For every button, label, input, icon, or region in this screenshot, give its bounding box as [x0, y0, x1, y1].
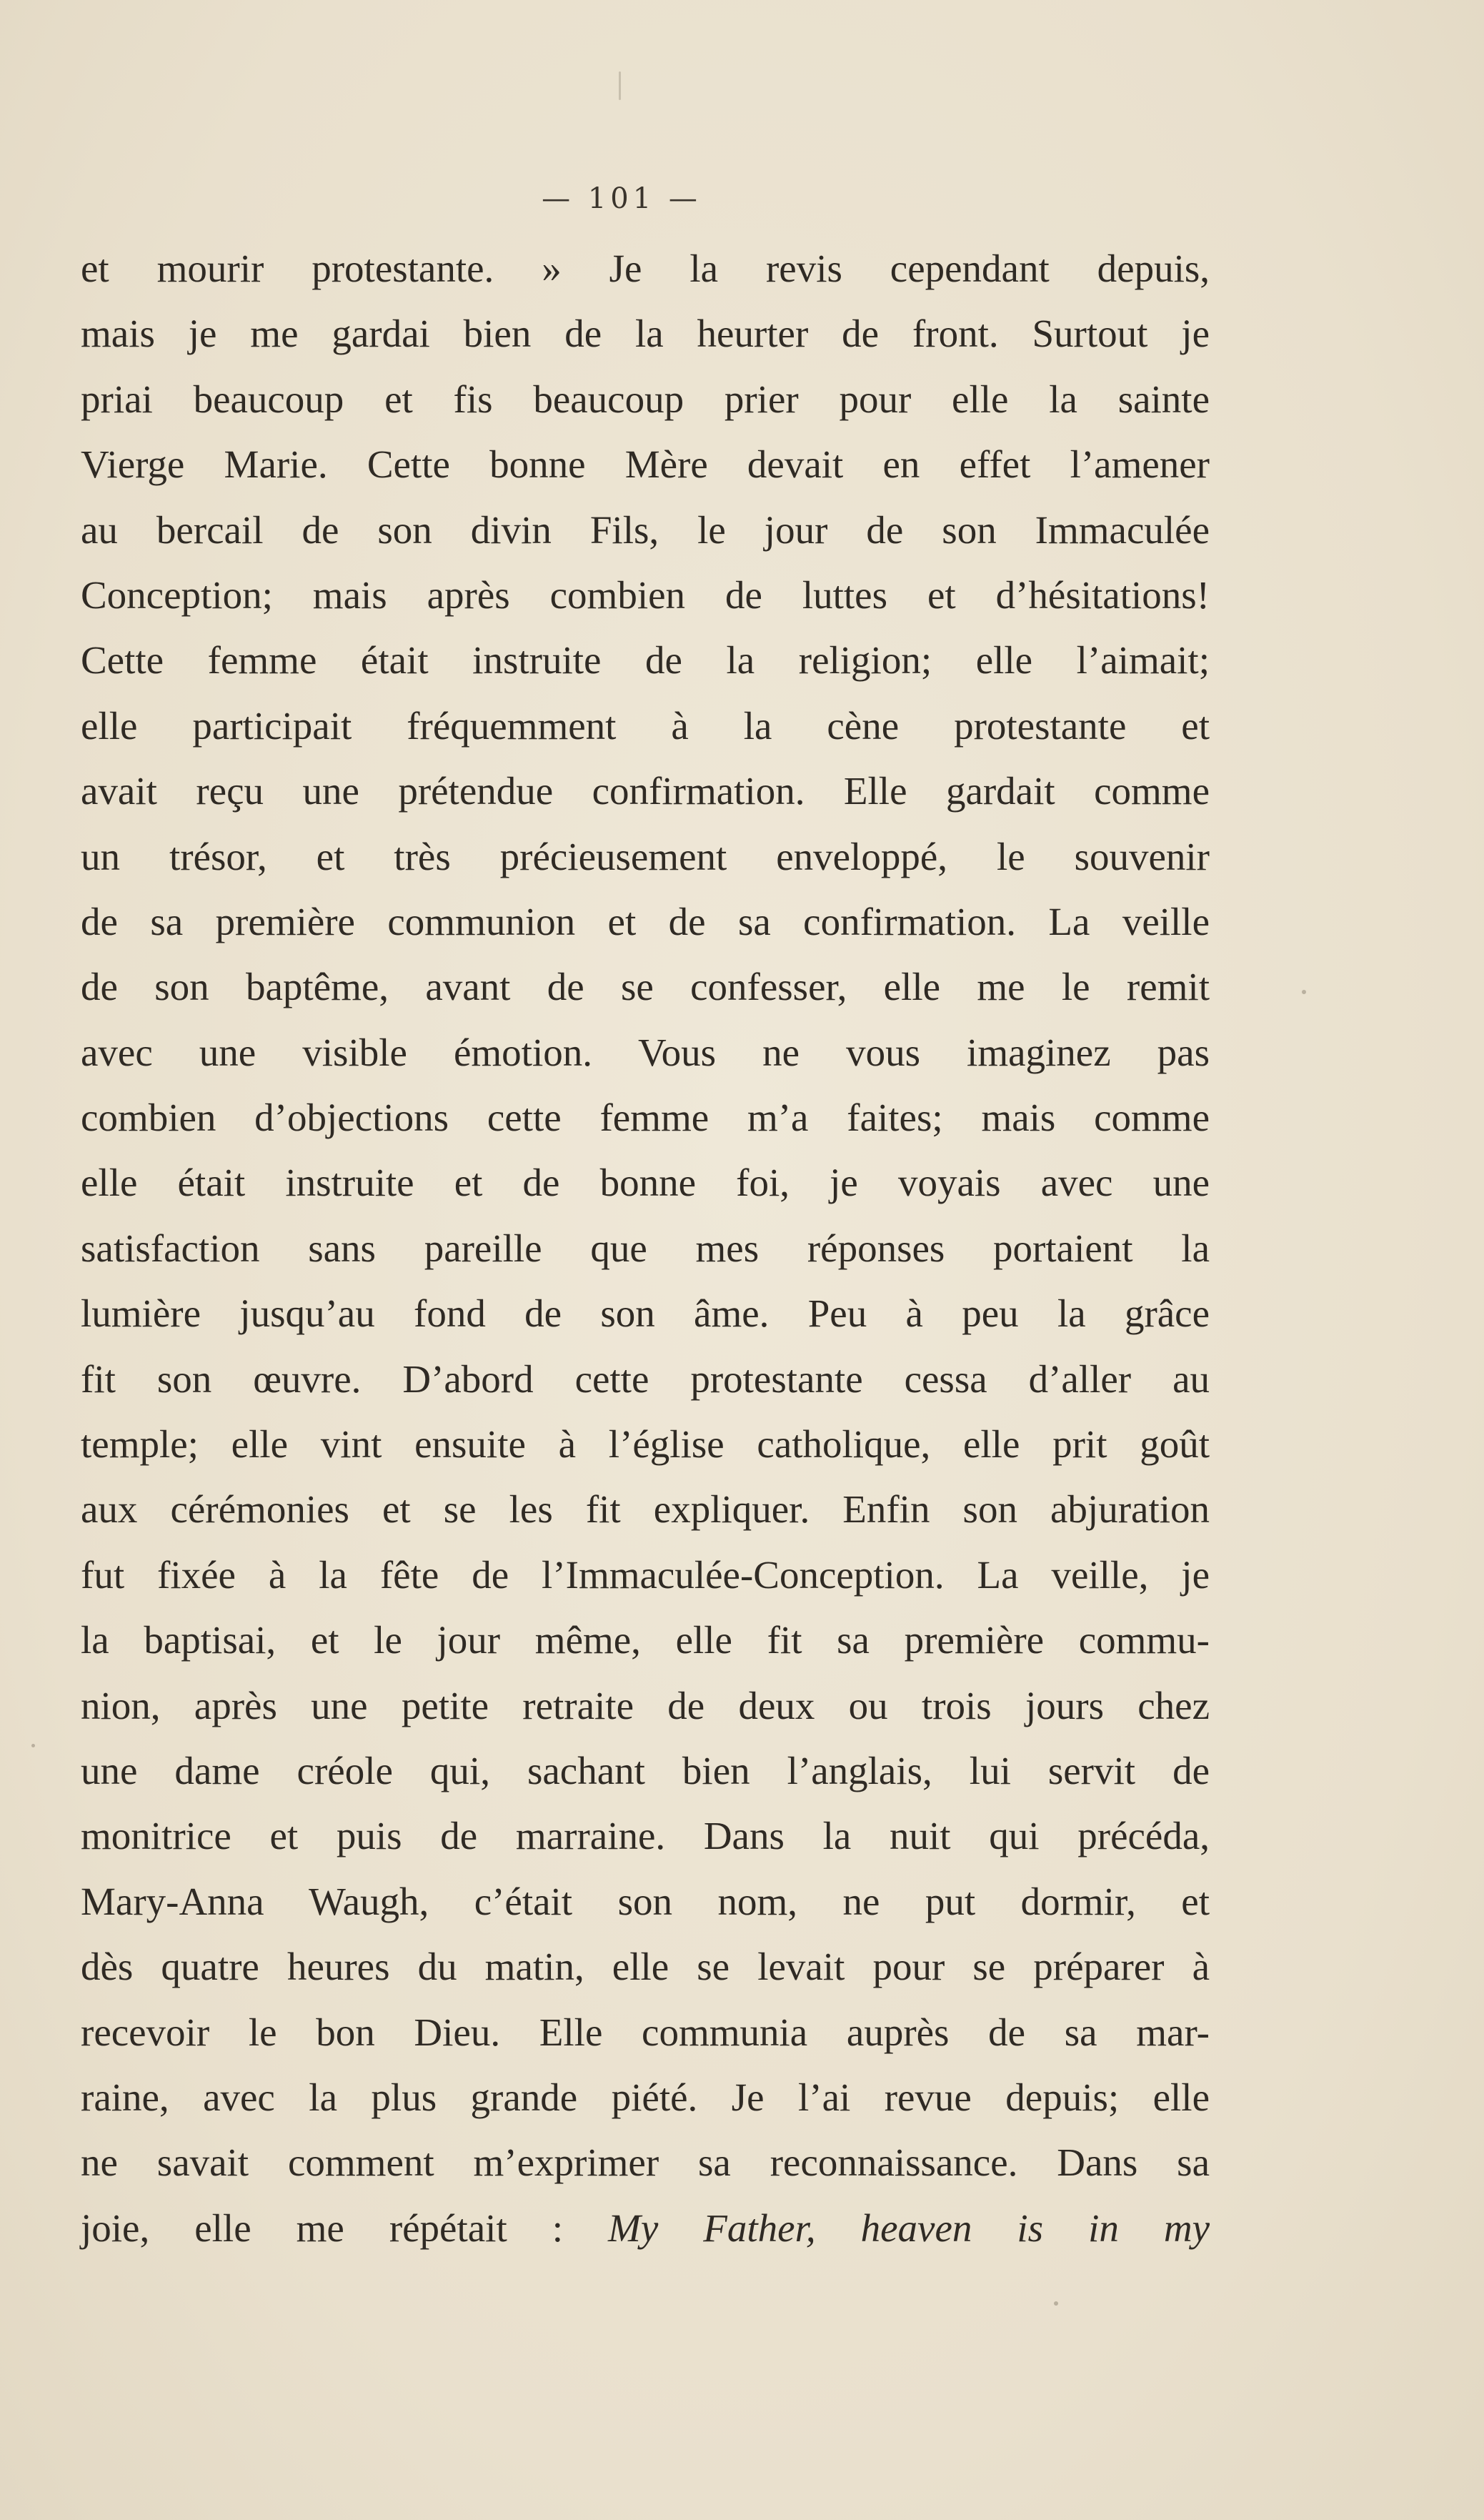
text-line-2: mais je me gardai bien de la heurter de front. Surtout je: [81, 312, 1210, 356]
text-line-16: satisfaction sans pareille que mes réponses portaient la: [81, 1226, 1210, 1270]
text-line-8: elle participait fréquemment à la cène protestante et: [81, 703, 1210, 748]
paper-speck: [31, 1744, 35, 1747]
text-line-13: avec une visible émotion. Vous ne vous imaginez pas: [81, 1030, 1210, 1074]
text-line-28: recevoir le bon Dieu. Elle communia auprès de sa mar-: [81, 2010, 1210, 2054]
text-line-1: et mourir protestante. » Je la revis cependant depuis,: [81, 247, 1210, 290]
text-line-20: aux cérémonies et se les fit expliquer. Enfin son abjuration: [81, 1487, 1210, 1532]
text-line-14: combien d’objections cette femme m’a faites; mais comme: [81, 1096, 1210, 1140]
text-line-10: un trésor, et très précieusement enveloppé, le souvenir: [81, 834, 1210, 878]
text-line-25: monitrice et puis de marraine. Dans la nuit qui précéda,: [81, 1814, 1210, 1858]
text-line-18: fit son œuvre. D’abord cette protestante cessa d’aller au: [81, 1356, 1210, 1401]
paper-speck: [619, 71, 621, 100]
body-text: [81, 236, 1210, 2261]
text-line-23: nion, après une petite retraite de deux ou trois jours chez: [81, 1683, 1210, 1727]
text-line-29: raine, avec la plus grande piété. Je l’ai revue depuis; elle: [81, 2075, 1210, 2119]
text-line-12: de son baptême, avant de se confesser, elle me le remit: [81, 965, 1210, 1009]
text-line-22: la baptisai, et le jour même, elle fit sa première commu-: [81, 1618, 1210, 1662]
text-line-3: priai beaucoup et fis beaucoup prier pour elle la sainte: [81, 377, 1210, 421]
text-line-31: [81, 2196, 1210, 2261]
text-line-15: elle était instruite et de bonne foi, je voyais avec une: [81, 1161, 1210, 1205]
text-line-17: lumière jusqu’au fond de son âme. Peu à peu la grâce: [81, 1291, 1210, 1336]
final-line-start: joie, elle me répétait :: [81, 2206, 564, 2250]
text-line-7: Cette femme était instruite de la religion; elle l’aimait;: [81, 638, 1210, 683]
text-line-6: Conception; mais après combien de luttes et d’hésitations!: [81, 572, 1210, 617]
text-line-30: ne savait comment m’exprimer sa reconnaissance. Dans sa: [81, 2140, 1210, 2185]
text-line-4: Vierge Marie. Cette bonne Mère devait en effet l’amener: [81, 442, 1210, 487]
text-line-24: une dame créole qui, sachant bien l’anglais, lui servit de: [81, 1748, 1210, 1792]
paper-speck: [1054, 2301, 1058, 2306]
text-line-27: dès quatre heures du matin, elle se levait pour se préparer à: [81, 1945, 1210, 1989]
text-line-9: avait reçu une prétendue confirmation. Elle gardait comme: [81, 769, 1210, 813]
text-line-19: temple; elle vint ensuite à l’église catholique, elle prit goût: [81, 1422, 1210, 1467]
text-line-5: au bercail de son divin Fils, le jour de son Immaculée: [81, 507, 1210, 552]
page-number: — 101 —: [542, 182, 702, 215]
paper-speck: [1302, 990, 1306, 994]
text-line-21: fut fixée à la fête de l’Immaculée-Conception. La veille, je: [81, 1552, 1210, 1597]
text-line-26: Mary-Anna Waugh, c’était son nom, ne put dormir, et: [81, 1879, 1210, 1923]
text-line-11: de sa première communion et de sa confirmation. La veille: [81, 899, 1210, 943]
final-line-italic: My Father, heaven is in my: [608, 2206, 1210, 2250]
